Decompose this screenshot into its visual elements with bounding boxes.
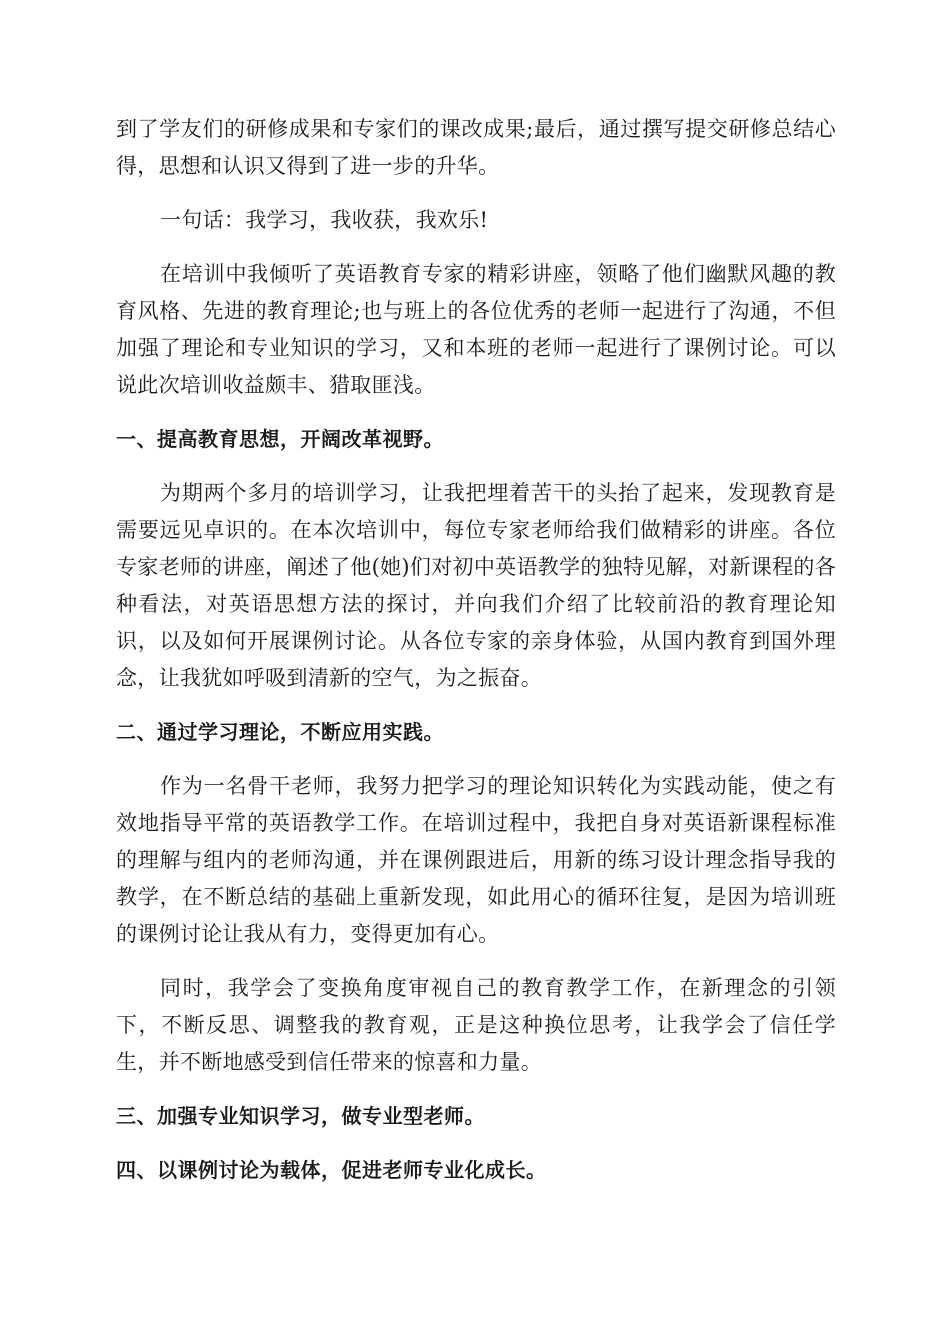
section-heading-1: 一、提高教育思想，开阔改革视野。 xyxy=(116,427,444,451)
paragraph-summary-sentence: 一句话：我学习，我收获，我欢乐! xyxy=(160,208,489,232)
document-body xyxy=(116,111,836,1206)
paragraph-section-2a: 作为一名骨干老师，我努力把学习的理论知识转化为实践动能，使之有效地指导平常的英语教学工作。在培训过程中，我把自身对英语新课程标准的理解与组内的老师沟通，并在课例跟进后，用新的练习设计理念指导我的教学，在不断总结的基础上重新发现，如此用心的循环往复，是因为培训班的课例讨论让我从有力，变得更加有心。 xyxy=(116,774,836,946)
paragraph-section-1: 为期两个多月的培训学习，让我把埋着苦干的头抬了起来，发现教育是需要远见卓识的。在本次培训中，每位专家老师给我们做精彩的讲座。各位专家老师的讲座，阐述了他(她)们对初中英语教学的独特见解，对新课程的各种看法，对英语思想方法的探讨，并向我们介绍了比较前沿的教育理论知识，以及如何开展课例讨论。从各位专家的亲身体验，从国内教育到国外理念，让我犹如呼吸到清新的空气，为之振奋。 xyxy=(116,481,836,690)
section-heading-3: 三、加强专业知识学习，做专业型老师。 xyxy=(116,1104,485,1128)
section-heading-2: 二、通过学习理论，不断应用实践。 xyxy=(116,720,444,744)
paragraph-section-2b: 同时，我学会了变换角度审视自己的教育教学工作，在新理念的引领下，不断反思、调整我的教育观，正是这种换位思考，让我学会了信任学生，并不断地感受到信任带来的惊喜和力量。 xyxy=(116,976,836,1074)
paragraph-continuation: 到了学友们的研修成果和专家们的课改成果;最后，通过撰写提交研修总结心得，思想和认识又得到了进一步的升华。 xyxy=(116,117,836,178)
section-heading-4: 四、以课例讨论为载体，促进老师专业化成长。 xyxy=(116,1158,547,1182)
paragraph-training-overview: 在培训中我倾听了英语教育专家的精彩讲座，领略了他们幽默风趣的教育风格、先进的教育理论;也与班上的各位优秀的老师一起进行了沟通，不但加强了理论和专业知识的学习，又和本班的老师一起进行了课例讨论。可以说此次培训收益颇丰、猎取匪浅。 xyxy=(116,262,836,397)
